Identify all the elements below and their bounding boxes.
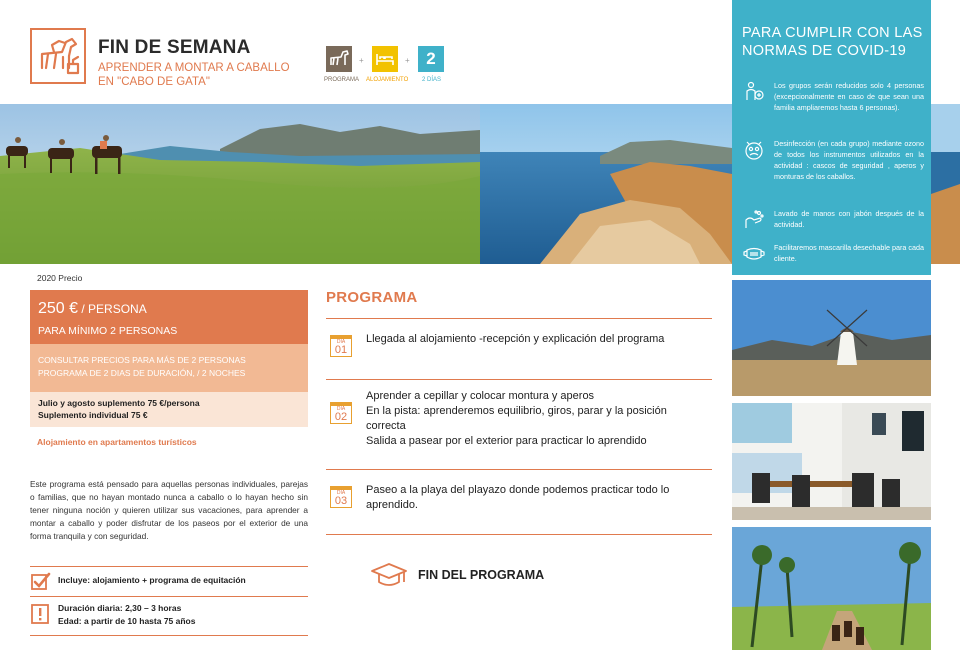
price-year-label: 2020 Precio (37, 273, 83, 283)
price-consult-box (30, 344, 308, 392)
day-word: DÍA (336, 406, 346, 412)
riders-trail-photo (732, 527, 931, 650)
program-end (370, 562, 545, 595)
covid-item-text: Facilitaremos mascarilla desechable para cada cliente. (774, 243, 924, 263)
program-day-3 (326, 469, 712, 535)
lodging-note: Alojamiento en apartamentos turísticos (37, 437, 197, 447)
horse-logo-icon (30, 28, 86, 84)
calendar-day-icon (330, 402, 352, 424)
day-description (366, 483, 706, 513)
covid-item (742, 80, 924, 113)
page-margin (931, 0, 960, 104)
graduation-cap-icon (370, 562, 408, 595)
checkbox-checked-icon (30, 571, 52, 593)
covid-panel (732, 0, 931, 275)
price-supplements-box (30, 392, 308, 427)
coast-cliffs-photo (480, 104, 732, 264)
price-amount (38, 300, 308, 318)
duration-row (30, 596, 308, 636)
page-subtitle (98, 61, 290, 89)
subtitle-line-1: APRENDER A MONTAR A CABALLO (98, 62, 290, 74)
price-minimum: PARA MÍNIMO 2 PERSONAS (38, 325, 178, 337)
covid-item-text: Desinfección (en cada grupo) mediante ozono de todos los instrumentos utilizados en la actividad : cascos de seguridad , aperos y monturas de los caballos. (774, 139, 924, 181)
day-word: DÍA (336, 339, 346, 345)
day-description (366, 332, 706, 347)
price-consult-line-1: CONSULTAR PRECIOS PARA MÁS DE 2 PERSONAS (38, 355, 246, 365)
price-unit: / PERSONA (78, 302, 147, 316)
day-line: Aprender a cepillar y colocar montura y aperos (366, 390, 595, 402)
plus-sign: + (405, 56, 410, 65)
calendar-day-icon (330, 486, 352, 508)
age-text: Edad: a partir de 10 hasta 75 años (58, 616, 196, 626)
program-day-2 (326, 379, 712, 468)
program-end-label: FIN DEL PROGRAMA (418, 568, 545, 582)
subtitle-line-2: EN "CABO DE GATA" (98, 76, 210, 88)
includes-row (30, 566, 308, 596)
days-badge: 2 (418, 46, 444, 72)
horse-mini-icon (326, 46, 352, 72)
covid-item (742, 138, 924, 182)
page-title: FIN DE SEMANA (98, 37, 251, 58)
price-value: 250 € (38, 300, 79, 317)
horse-riders-meadow-photo (0, 104, 480, 264)
windmill-photo (732, 280, 931, 396)
covid-title: PARA CUMPLIR CON LAS NORMAS DE COVID-19 (742, 25, 923, 59)
price-box (30, 290, 308, 344)
covid-item-text: Los grupos serán reducidos solo 4 personas (excepcionalmente en caso de que sean una familia ampliaremos hasta 6 personas). (774, 81, 924, 112)
programa-title: PROGRAMA (326, 289, 418, 306)
handwash-icon (742, 208, 766, 232)
group-icon (742, 80, 766, 104)
day-line: Llegada al alojamiento -recepción y explicación del programa (366, 333, 665, 345)
supplement-single: Suplemento individual 75 € (38, 410, 148, 420)
days-label: 2 DÍAS (422, 77, 442, 83)
mask-icon (742, 242, 766, 266)
programa-label: PROGRAMA (324, 77, 360, 83)
coast-cliffs-photo-edge (931, 104, 960, 264)
program-day-1 (326, 318, 712, 378)
plus-sign: + (359, 56, 364, 65)
day-line: Paseo a la playa del playazo donde podemos practicar todo lo aprendido. (366, 484, 670, 511)
covid-item (742, 242, 924, 264)
covid-item (742, 208, 924, 230)
day-number: 01 (334, 344, 348, 356)
price-consult-line-2: PROGRAMA DE 2 DIAS DE DURACIÓN, / 2 NOCHES (38, 368, 246, 378)
bed-icon (372, 46, 398, 72)
day-word: DÍA (336, 490, 346, 496)
day-line: Salida a pasear por el exterior para practicar lo aprendido (366, 435, 647, 447)
covid-item-text: Lavado de manos con jabón después de la actividad. (774, 209, 924, 229)
disinfection-icon (742, 138, 766, 162)
patio-photo (732, 403, 931, 520)
program-description: Este programa está pensado para aquellas personas individuales, parejas o familias, que no hayan montado nunca a caballo o lo hayan hecho sin tener ninguna noción y quieren utilizar sus vacaciones, para aprender a montar a caballo y poder disfrutar de los paseos por el exterior de una forma tranquila y con seguridad. (30, 479, 308, 541)
supplement-summer: Julio y agosto suplemento 75 €/persona (38, 398, 200, 408)
duration-text: Duración diaria: 2,30 – 3 horas (58, 603, 182, 613)
day-line: En la pista: aprenderemos equilibrio, giros, parar y la posición correcta (366, 405, 667, 432)
alojamiento-label: ALOJAMIENTO (366, 77, 409, 83)
day-number: 03 (334, 495, 348, 507)
calendar-day-icon (330, 335, 352, 357)
includes-text: Incluye: alojamiento + programa de equitación (58, 575, 246, 585)
day-number: 02 (334, 411, 348, 423)
warning-icon (30, 603, 52, 625)
day-description (366, 389, 706, 449)
